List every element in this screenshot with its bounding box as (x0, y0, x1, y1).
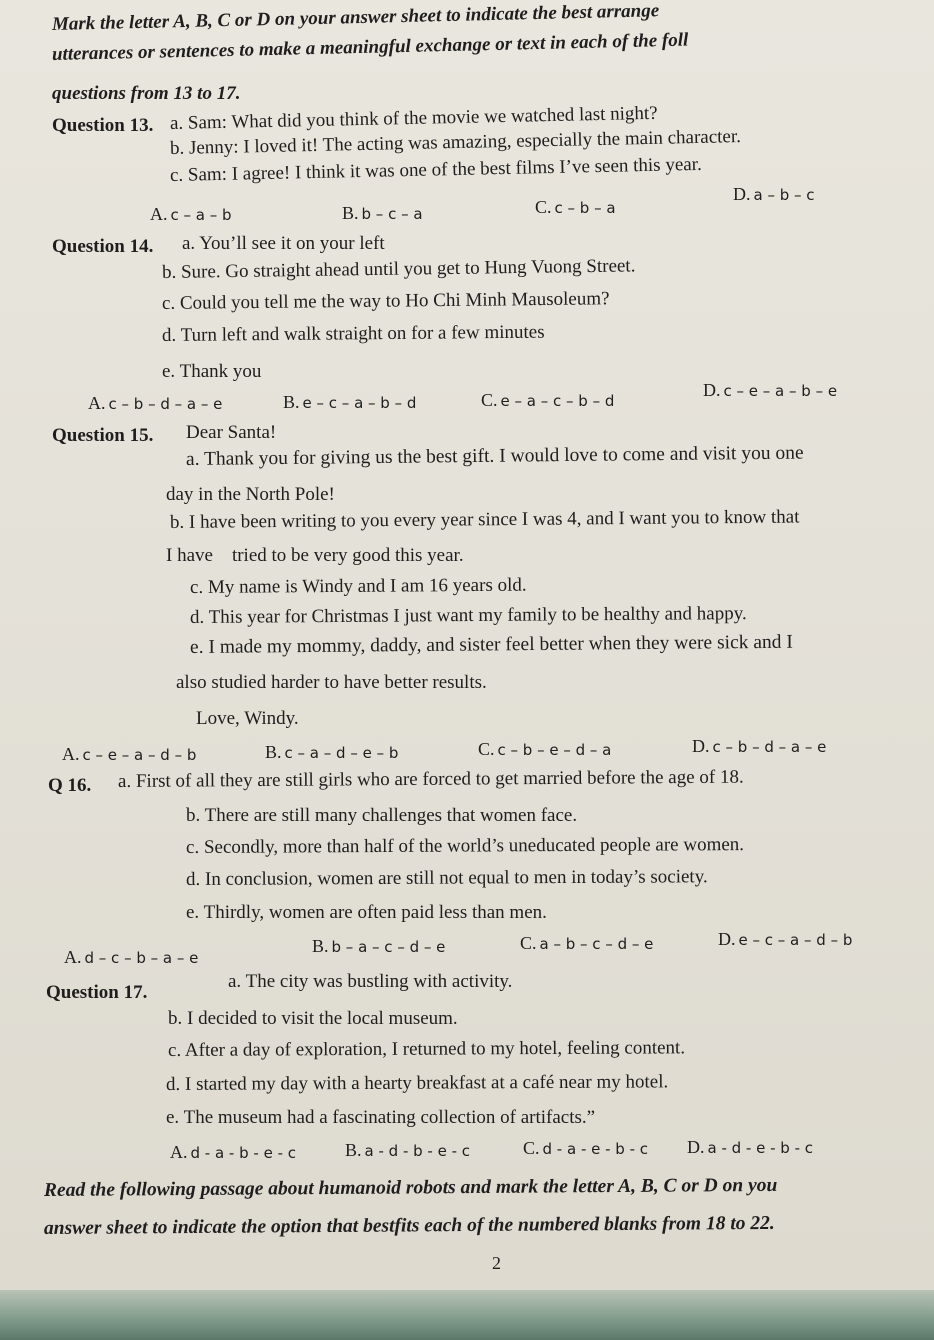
question-15-line-d: d. This year for Christmas I just want my family to be healthy and happy. (189, 603, 747, 628)
question-14-line-c: c. Could you tell me the way to Ho Chi Minh Mausoleum? (161, 288, 610, 314)
question-16-label: Q 16. (48, 775, 92, 796)
question-14-label: Question 14. (52, 236, 154, 257)
question-15-line-e: e. I made my mommy, daddy, and sister feel better when they were sick and I (189, 631, 793, 658)
question-16-line-c: c. Secondly, more than half of the world’s uneducated people are women. (185, 834, 745, 858)
question-15-signature: Love, Windy. (196, 708, 299, 729)
question-17-line-c: c. After a day of exploration, I returned to my hotel, feeling content. (167, 1037, 686, 1061)
question-16-line-e: e. Thirdly, women are often paid less than men. (186, 902, 547, 923)
question-13-line-c: c. Sam: I agree! I think it was one of the best films I’ve seen this year. (169, 153, 702, 186)
question-17-line-d: d. I started my day with a hearty breakfast at a café near my hotel. (165, 1071, 669, 1095)
question-16-option-c[interactable]: C. a – b – c – d – e (520, 933, 654, 953)
question-14-line-a: a. You’ll see it on your left (182, 233, 385, 254)
question-15-option-c[interactable]: C. c – b – e – d – a (478, 739, 612, 759)
question-15-line-a: a. Thank you for giving us the best gift. I would love to come and visit you one (185, 442, 804, 470)
question-17-line-b: b. I decided to visit the local museum. (168, 1008, 458, 1029)
question-15-line-b-cont: I have tried to be very good this year. (166, 545, 464, 566)
question-17-line-e: e. The museum had a fascinating collection of artifacts.” (166, 1107, 596, 1128)
question-17-option-b[interactable]: B. a - d - b - e - c (345, 1140, 471, 1160)
page-number: 2 (492, 1253, 501, 1273)
background-surface (0, 1290, 934, 1340)
question-16-line-d: d. In conclusion, women are still not equal to men in today’s society. (185, 866, 708, 890)
question-14-option-d[interactable]: D. c – e – a – b – e (703, 380, 838, 400)
question-13-option-d[interactable]: D. a – b – c (733, 184, 815, 204)
question-14-option-c[interactable]: C. e – a – c – b – d (481, 390, 615, 410)
question-15-option-a[interactable]: A. c – e – a – d – b (62, 744, 197, 764)
question-16-option-d[interactable]: D. e – c – a – d – b (718, 929, 853, 949)
question-17-option-d[interactable]: D. a - d - e - b - c (687, 1137, 814, 1157)
question-17-label: Question 17. (46, 982, 148, 1003)
question-13-option-c[interactable]: C. c – b – a (535, 197, 616, 217)
question-15-line-a-cont: day in the North Pole! (166, 484, 335, 505)
question-15-option-b[interactable]: B. c – a – d – e – b (265, 742, 399, 762)
question-13-label: Question 13. (52, 115, 154, 136)
question-15-line-b: b. I have been writing to you every year since I was 4, and I want you to know that (169, 506, 800, 533)
instruction-line-3: questions from 13 to 17. (52, 83, 241, 104)
question-13-option-a[interactable]: A. c – a – b (150, 204, 232, 224)
question-14-line-e: e. Thank you (162, 361, 262, 382)
question-14-line-b: b. Sure. Go straight ahead until you get to Hung Vuong Street. (161, 255, 636, 283)
question-14-option-b[interactable]: B. e – c – a – b – d (283, 392, 417, 412)
question-13-line-b: b. Jenny: I loved it! The acting was amazing, especially the main character. (169, 126, 742, 159)
question-17-option-a[interactable]: A. d - a - b - e - c (170, 1142, 297, 1162)
question-13-line-a: a. Sam: What did you think of the movie we watched last night? (169, 102, 658, 134)
question-15-label: Question 15. (52, 425, 154, 446)
question-14-option-a[interactable]: A. c – b – d – a – e (88, 393, 223, 413)
question-16-line-a: a. First of all they are still girls who are forced to get married before the age of 18. (117, 766, 744, 792)
question-17-line-a: a. The city was bustling with activity. (228, 971, 513, 992)
question-15-line-c: c. My name is Windy and I am 16 years old. (189, 574, 527, 598)
question-15-greeting: Dear Santa! (186, 422, 277, 443)
question-16-option-b[interactable]: B. b – a – c – d – e (312, 936, 446, 956)
question-17-option-c[interactable]: C. d - a - e - b - c (523, 1138, 649, 1158)
question-13-option-b[interactable]: B. b – c – a (342, 203, 423, 223)
question-15-line-e-cont: also studied harder to have better results. (176, 672, 487, 693)
passage-instruction-line-1: Read the following passage about humanoid robots and mark the letter A, B, C or D on you (43, 1174, 778, 1201)
instruction-line-2: utterances or sentences to make a meaningful exchange or text in each of the foll (51, 29, 689, 65)
passage-instruction-line-2: answer sheet to indicate the option that bestfits each of the numbered blanks from 18 to 22. (43, 1212, 775, 1239)
question-14-line-d: d. Turn left and walk straight on for a few minutes (161, 321, 545, 346)
question-15-option-d[interactable]: D. c – b – d – a – e (692, 736, 827, 756)
question-16-line-b: b. There are still many challenges that women face. (186, 805, 578, 826)
question-16-option-a[interactable]: A. d – c – b – a – e (64, 947, 199, 967)
instruction-line-1: Mark the letter A, B, C or D on your answer sheet to indicate the best arrange (51, 0, 660, 35)
